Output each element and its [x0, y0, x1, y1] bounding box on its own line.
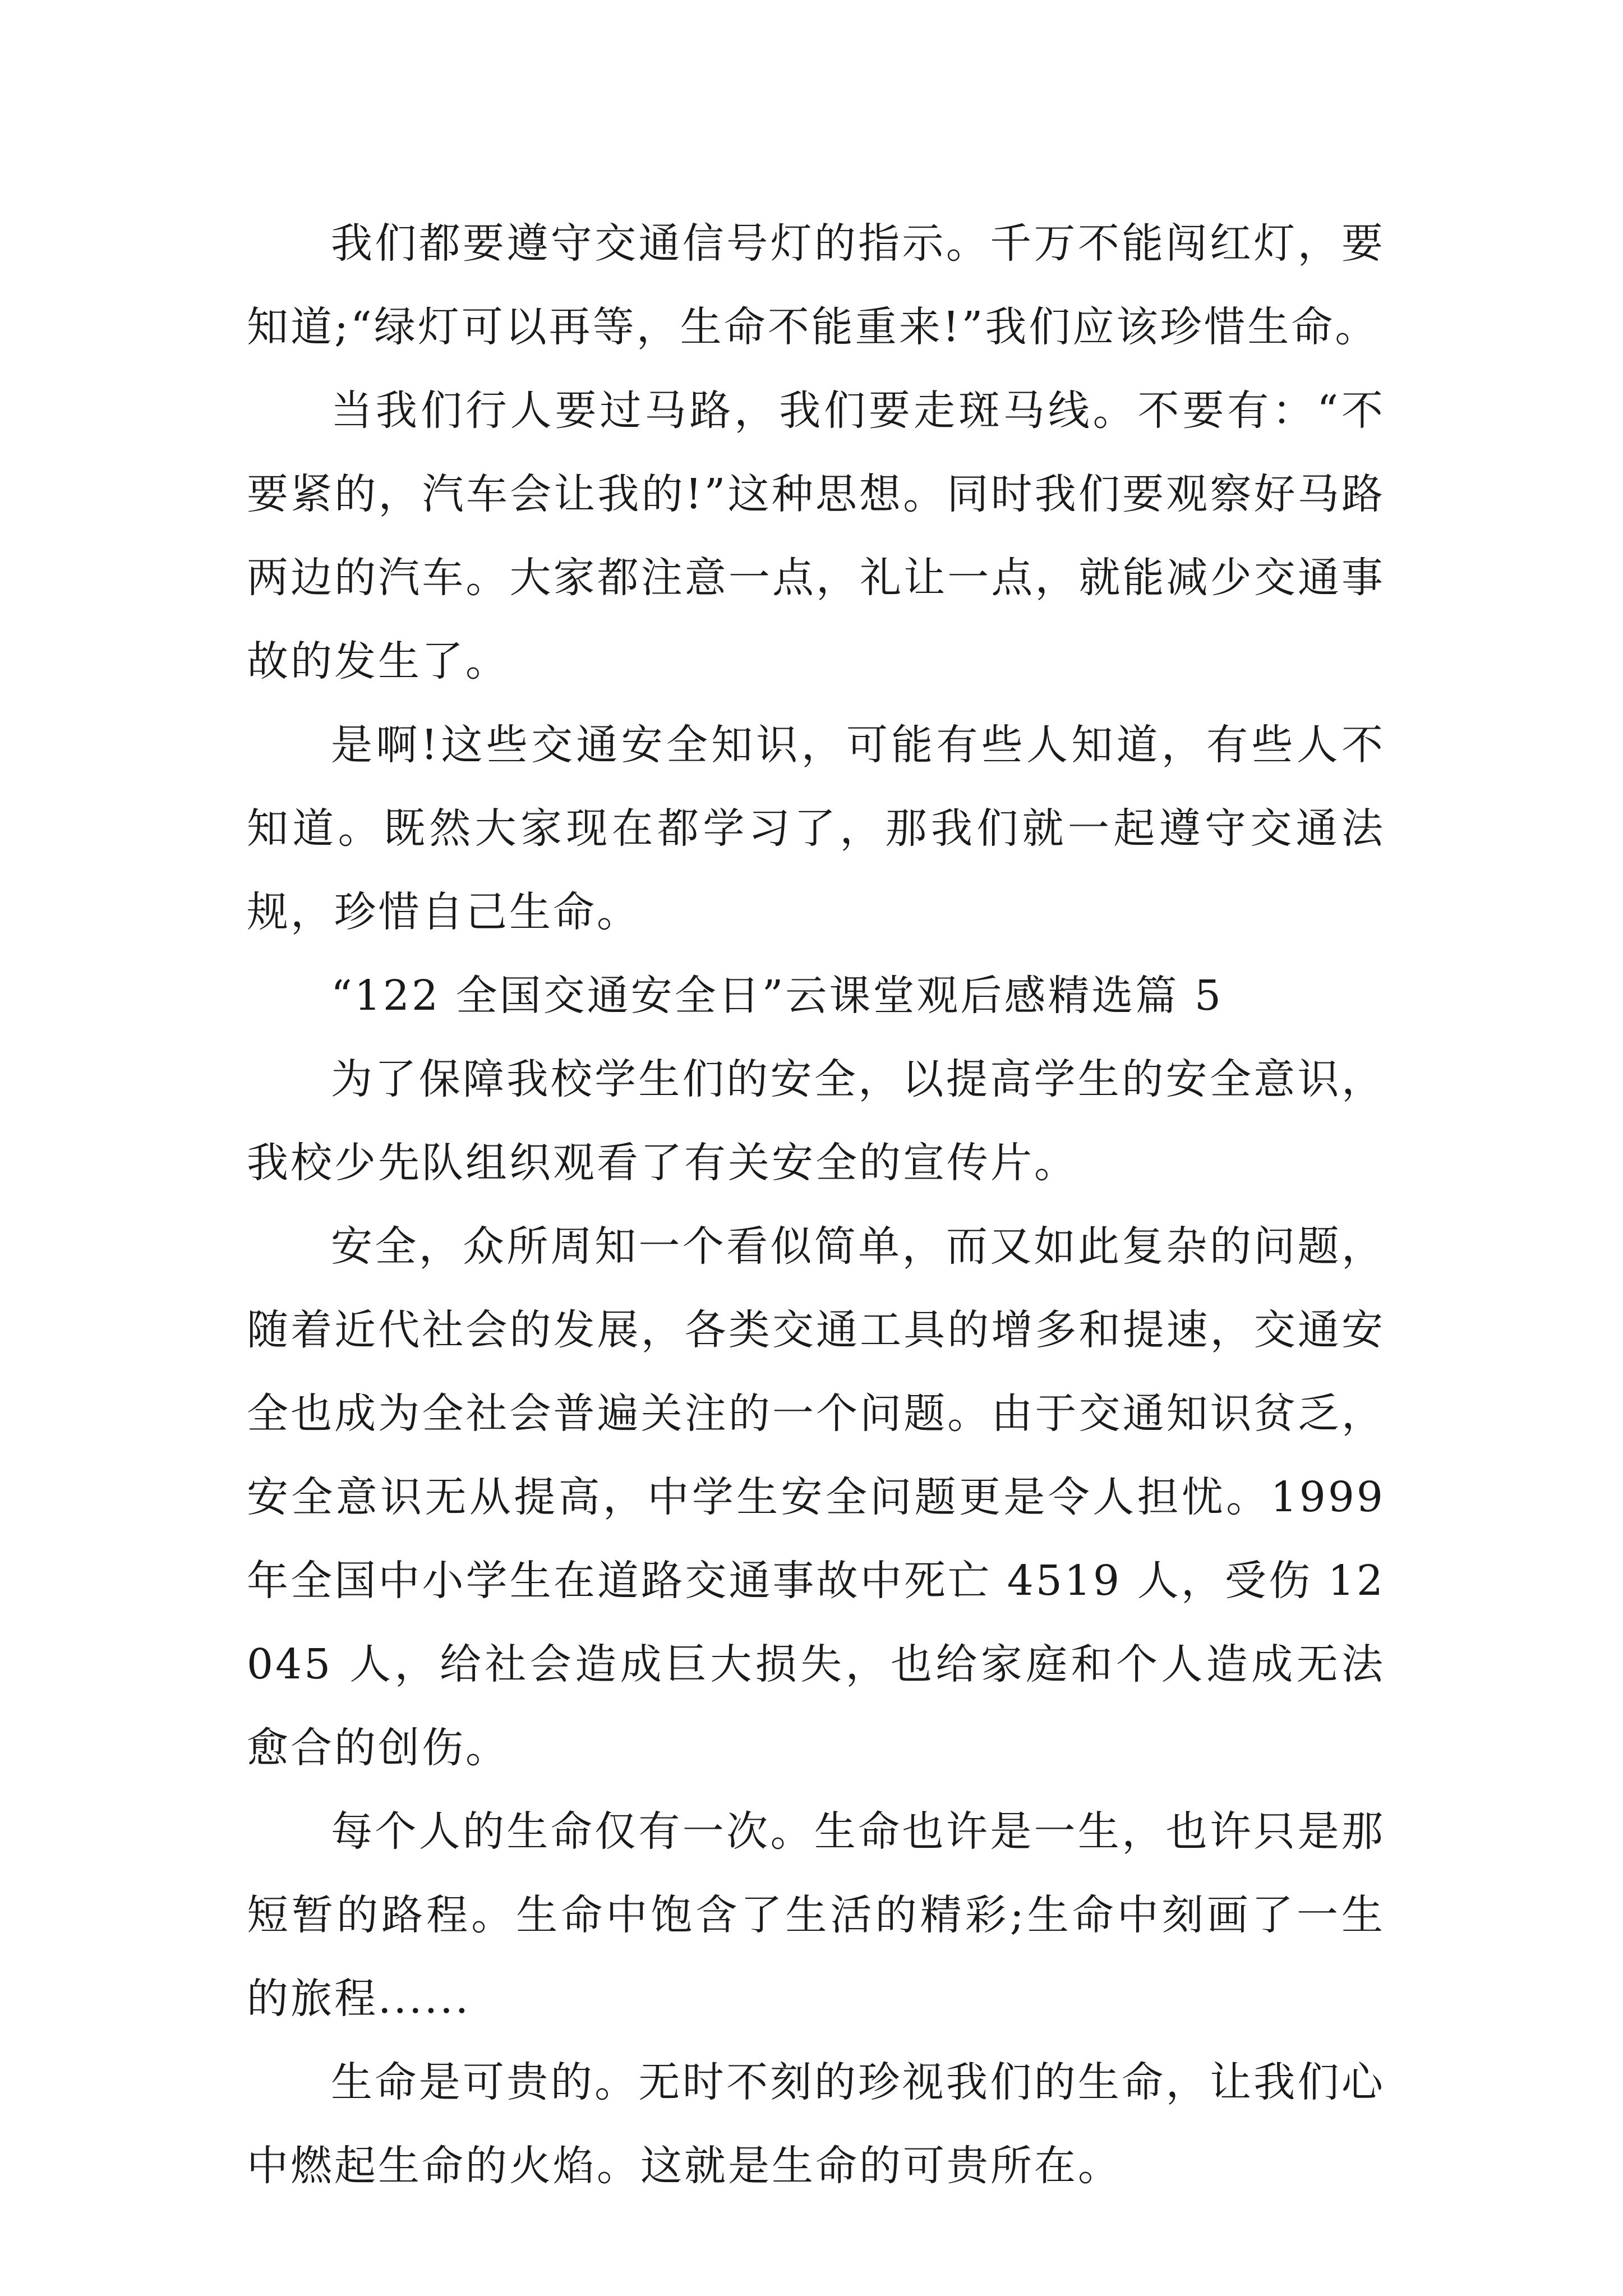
paragraph-safety-knowledge: 是啊!这些交通安全知识，可能有些人知道，有些人不知道。既然大家现在都学习了，那我们就一起遵守交通法规，珍惜自己生命。	[247, 721, 1385, 936]
paragraph-life-once: 每个人的生命仅有一次。生命也许是一生，也许只是那短暂的路程。生命中饱含了生活的精彩;生命中刻画了一生的旅程......	[247, 1807, 1385, 2023]
paragraph-traffic-statistics: 安全，众所周知一个看似简单，而又如此复杂的问题，随着近代社会的发展，各类交通工具的增多和提速，交通安全也成为全社会普遍关注的一个问题。由于交通知识贫乏，安全意识无从提高，中学生安全问题更是令人担忧。1999 年全国中小学生在道路交通事故中死亡 4519 人，受伤 12045 人，给社会造成巨大损失，也给家庭和个人造成无法愈合的创伤。	[247, 1222, 1385, 1772]
document-body	[247, 202, 1385, 2208]
section-heading: “122 全国交通安全日”云课堂观后感精选篇 5	[331, 972, 1224, 1020]
paragraph-school-safety: 为了保障我校学生们的安全，以提高学生的安全意识，我校少先队组织观看了有关安全的宣传片。	[247, 1055, 1385, 1187]
paragraph-zebra-crossing: 当我们行人要过马路，我们要走斑马线。不要有：“不要紧的，汽车会让我的!”这种思想。同时我们要观察好马路两边的汽车。大家都注意一点，礼让一点，就能减少交通事故的发生了。	[247, 386, 1385, 685]
paragraph-life-precious: 生命是可贵的。无时不刻的珍视我们的生命，让我们心中燃起生命的火焰。这就是生命的可贵所在。	[247, 2058, 1385, 2190]
paragraph-traffic-lights: 我们都要遵守交通信号灯的指示。千万不能闯红灯，要知道;“绿灯可以再等，生命不能重来!”我们应该珍惜生命。	[247, 219, 1385, 351]
